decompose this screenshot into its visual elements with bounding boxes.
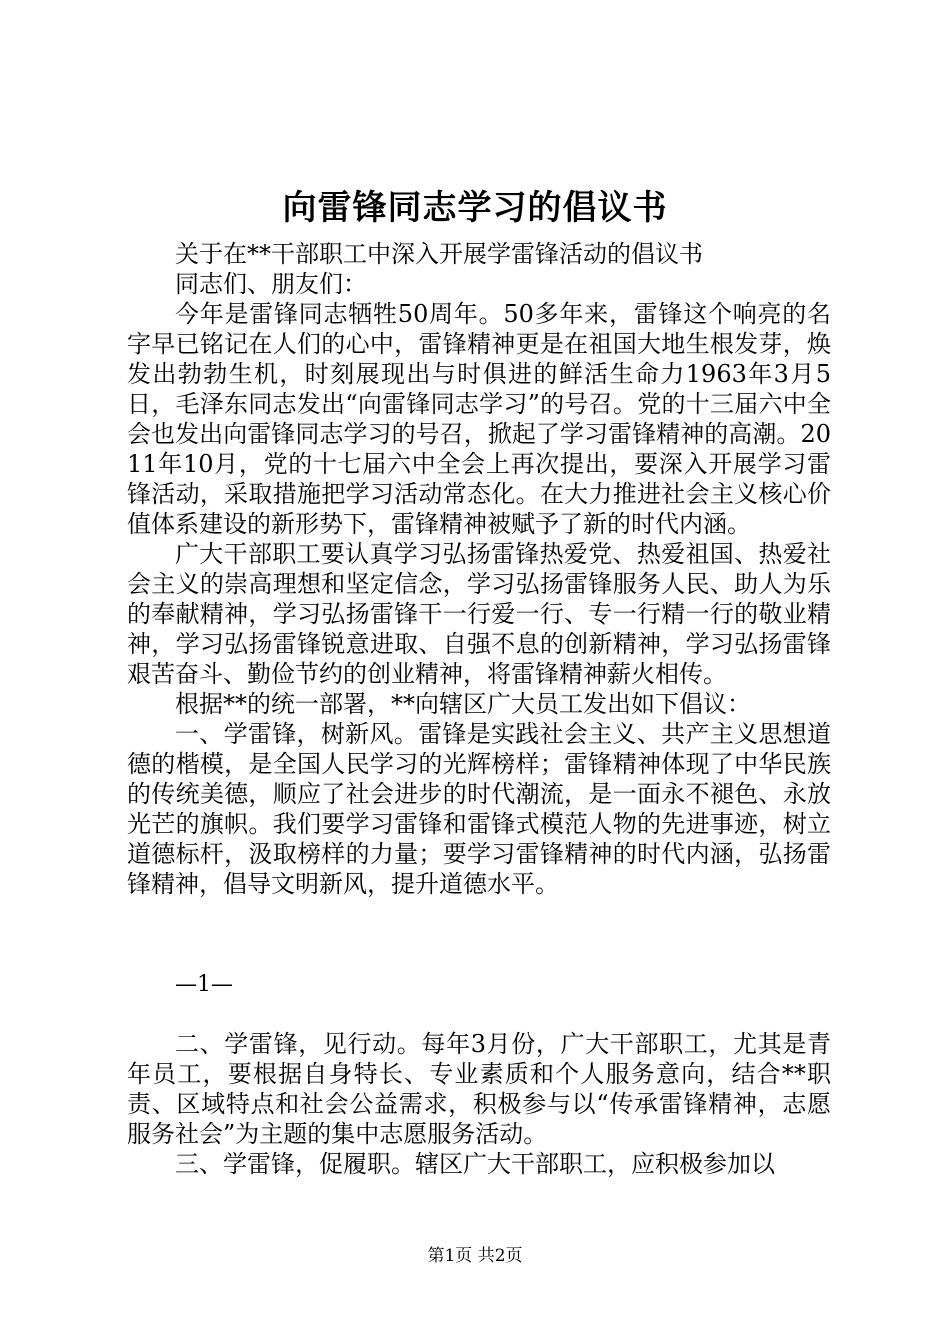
- paragraph-salutation: 同志们、朋友们：: [175, 270, 367, 298]
- body-block-2: [127, 1029, 831, 1179]
- paragraph-item-two: 二、学雷锋，见行动。每年3月份，广大干部职工，尤其是青年员工，要根据自身特长、专业素质和个人服务意向，结合**职责、区域特点和社会公益需求，积极参与以“传承雷锋精神，志愿服务社会”为主题的集中志愿服务活动。: [127, 1030, 831, 1148]
- paragraph-learn-spirit: 广大干部职工要认真学习弘扬雷锋热爱党、热爱祖国、热爱社会主义的崇高理想和坚定信念，学习弘扬雷锋服务人民、助人为乐的奉献精神，学习弘扬雷锋干一行爱一行、专一行精一行的敬业精神，学习弘扬雷锋锐意进取、自强不息的创新精神，学习弘扬雷锋艰苦奋斗、勤俭节约的创业精神，将雷锋精神薪火相传。: [127, 540, 831, 688]
- paragraph-item-one: 一、学雷锋，树新风。雷锋是实践社会主义、共产主义思想道德的楷模，是全国人民学习的光辉榜样；雷锋精神体现了中华民族的传统美德，顺应了社会进步的时代潮流，是一面永不褪色、永放光芒的旗帜。我们要学习雷锋和雷锋式模范人物的先进事迹，树立道德标杆，汲取榜样的力量；要学习雷锋精神的时代内涵，弘扬雷锋精神，倡导文明新风，提升道德水平。: [127, 720, 831, 898]
- paragraph-proposal-lead: 根据**的统一部署，**向辖区广大员工发出如下倡议：: [175, 690, 751, 718]
- body-block-1: [127, 239, 831, 899]
- document-title: 向雷锋同志学习的倡议书: [282, 188, 668, 228]
- paragraph-intro: 今年是雷锋同志牺牲50周年。50多年来，雷锋这个响亮的名字早已铭记在人们的心中，雷锋精神更是在祖国大地生根发芽，焕发出勃勃生机，时刻展现出与时俱进的鲜活生命力1963年3月5日，毛泽东同志发出“向雷锋同志学习”的号召。党的十三届六中全会也发出向雷锋同志学习的号召，掀起了学习雷锋精神的高潮。2011年10月，党的十七届六中全会上再次提出，要深入开展学习雷锋活动，采取措施把学习活动常态化。在大力推进社会主义核心价值体系建设的新形势下，雷锋精神被赋予了新的时代内涵。: [127, 300, 831, 538]
- paragraph-heading-line: 关于在**干部职工中深入开展学雷锋活动的倡议书: [175, 240, 703, 268]
- page-footer: 第1页 共2页: [427, 1246, 523, 1266]
- paragraph-item-three: 三、学雷锋，促履职。辖区广大干部职工，应积极参加以: [175, 1150, 775, 1178]
- page-number-mark: —1—: [175, 972, 233, 997]
